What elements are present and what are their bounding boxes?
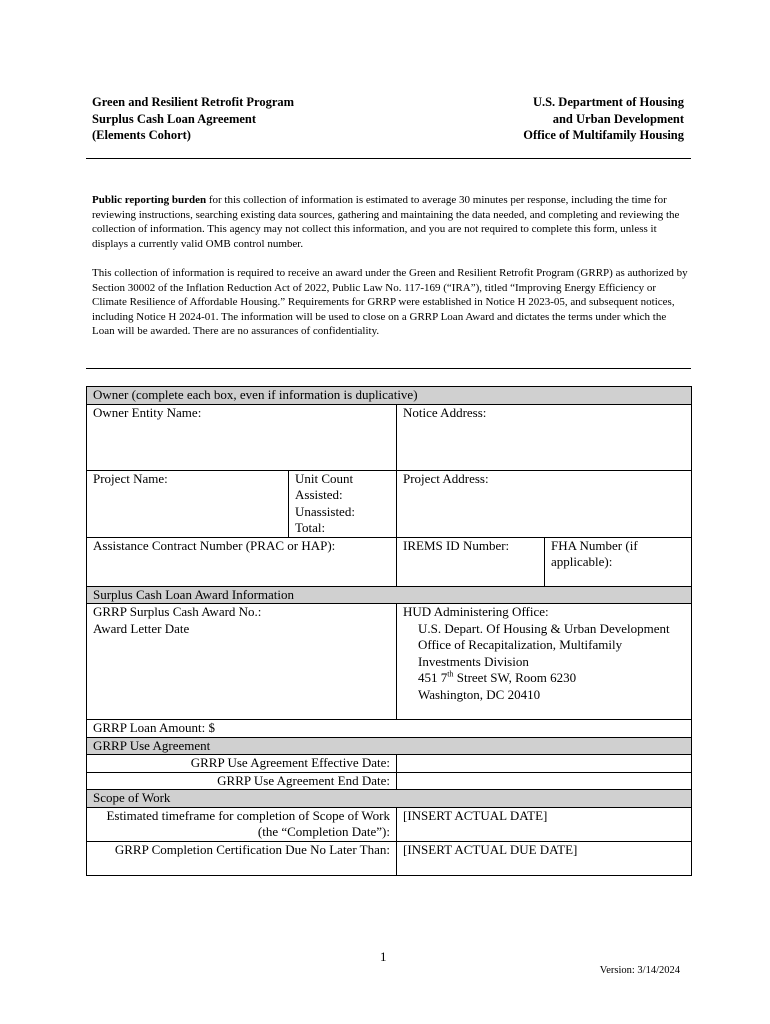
loan-agreement-form	[86, 386, 692, 876]
authority-statement: This collection of information is required to receive an award under the Green and Resilient Retrofit Program (GRRP) as authorized by Section 30002 of the Inflation Reduction Act of 2022, Public Law No. 117-169 (“IRA”), titled “Improving Energy Efficiency or Climate Resilience of Affordable Housing.” Requirements for GRRP were established in Notice H 2023-05, and subsequent notices, including Notice H 2024-01. The information will be used to close on a GRRP Loan Award and dictates the terms under which the Loan will be awarded. There are no assurances of confidentiality.	[92, 267, 688, 338]
owner-section-header: Owner (complete each box, even if information is duplicative)	[87, 387, 692, 405]
irems-id-label: IREMS ID Number:	[403, 537, 510, 553]
use-end-date-label: GRRP Use Agreement End Date:	[87, 772, 397, 790]
fha-number-label: FHA Number (if applicable):	[551, 537, 638, 569]
loan-amount-field[interactable]	[87, 720, 692, 738]
version-label: Version: 3/14/2024	[599, 965, 680, 976]
irems-id-field[interactable]	[397, 537, 545, 586]
assistance-contract-field[interactable]	[87, 537, 397, 586]
hud-office-line-2: Office of Recapitalization, Multifamily Investments Division	[418, 637, 623, 669]
agency-block	[523, 94, 684, 144]
use-effective-date-input[interactable]	[397, 755, 692, 773]
agency-line-3: Office of Multifamily Housing	[523, 128, 684, 142]
award-section-header: Surplus Cash Loan Award Information	[87, 586, 692, 604]
owner-entity-name-field[interactable]	[87, 404, 397, 470]
agency-line-2: and Urban Development	[552, 111, 684, 126]
hud-office-label: HUD Administering Office:	[403, 604, 549, 619]
notice-address-label: Notice Address:	[403, 404, 487, 420]
project-name-field[interactable]	[87, 470, 289, 537]
cohort-title: (Elements Cohort)	[92, 128, 191, 142]
notice-address-field[interactable]	[397, 404, 692, 470]
award-letter-date-label: Award Letter Date	[93, 620, 190, 636]
use-effective-date-label: GRRP Use Agreement Effective Date:	[87, 755, 397, 773]
program-title: Green and Resilient Retrofit Program	[92, 95, 295, 109]
burden-lead: Public reporting burden	[92, 194, 207, 206]
assisted-label: Assisted:	[295, 487, 343, 502]
hud-office-field	[397, 604, 692, 720]
agreement-title: Surplus Cash Loan Agreement	[92, 111, 257, 126]
loan-amount-label: GRRP Loan Amount: $	[93, 720, 215, 735]
owner-entity-name-label: Owner Entity Name:	[93, 404, 202, 420]
project-address-label: Project Address:	[403, 470, 489, 486]
burden-text: for this collection of information is estimated to average 30 minutes per response, including the time for reviewing instructions, searching existing data sources, gathering and maintaining the data needed, and completing and reviewing the collection of information. This agency may not collect this information, and you are not required to complete this form, unless it displays a currently valid OMB control number.	[92, 194, 680, 250]
unassisted-label: Unassisted:	[295, 503, 355, 519]
award-info-field[interactable]	[87, 604, 397, 720]
assistance-contract-label: Assistance Contract Number (PRAC or HAP):	[93, 537, 336, 553]
statement-divider	[86, 368, 691, 369]
unit-count-label: Unit Count	[295, 470, 354, 486]
award-number-label: GRRP Surplus Cash Award No.:	[93, 604, 262, 619]
certification-due-input[interactable]: [INSERT ACTUAL DUE DATE]	[397, 841, 692, 875]
header-divider	[86, 158, 691, 159]
use-end-date-input[interactable]	[397, 772, 692, 790]
completion-timeframe-label: Estimated timeframe for completion of Scope of Work (the “Completion Date”):	[87, 807, 397, 841]
hud-office-city: Washington, DC 20410	[418, 686, 541, 702]
completion-date-input[interactable]: [INSERT ACTUAL DATE]	[397, 807, 692, 841]
hud-office-line-1: U.S. Depart. Of Housing & Urban Development	[418, 620, 670, 636]
burden-statement	[92, 193, 688, 251]
project-name-label: Project Name:	[93, 470, 168, 486]
agency-line-1: U.S. Department of Housing	[532, 95, 684, 109]
certification-due-label: GRRP Completion Certification Due No Later Than:	[87, 841, 397, 875]
program-title-block	[92, 94, 294, 144]
project-address-field[interactable]	[397, 470, 692, 537]
unit-count-field[interactable]	[289, 470, 397, 537]
scope-section-header: Scope of Work	[87, 790, 692, 808]
hud-office-street: 451 7th Street SW, Room 6230	[418, 669, 577, 685]
use-agreement-section-header: GRRP Use Agreement	[87, 737, 692, 755]
page-number: 1	[380, 949, 387, 964]
total-label: Total:	[295, 520, 326, 535]
fha-number-field[interactable]	[545, 537, 692, 586]
